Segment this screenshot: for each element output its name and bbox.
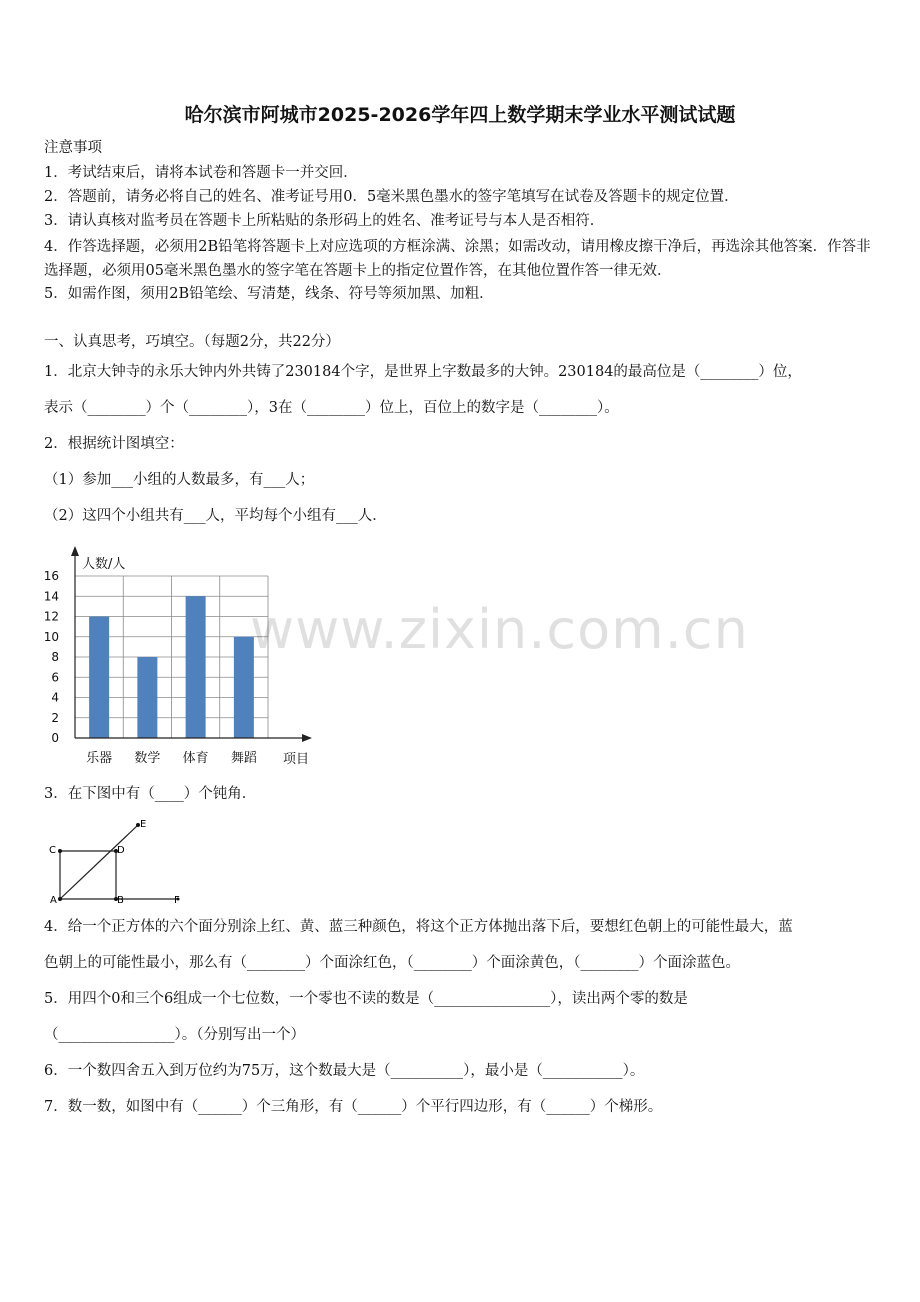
label-C: C	[49, 845, 56, 856]
notice-item-1: 1．考试结束后，请将本试卷和答题卡一并交回．	[44, 165, 358, 181]
question-1-line-2: 表示（________）个（________），3在（________）位上，百位上的数字是（________）。	[44, 400, 619, 416]
x-tick-乐器: 乐器	[86, 751, 113, 766]
question-2-sub-2: （2）这四个小组共有___人，平均每个小组有___人．	[44, 508, 387, 524]
y-tick-12: 12	[43, 609, 59, 624]
watermark-text: www.zixin.com.cn	[250, 598, 749, 661]
y-tick-2: 2	[51, 710, 59, 725]
question-4-line-1: 4．给一个正方体的六个面分别涂上红、黄、蓝三种颜色，将这个正方体抛出落下后，要想红色朝上的可能性最大，蓝	[44, 919, 793, 935]
notice-item-5: 5．如需作图，须用2B铅笔绘、写清楚，线条、符号等须加黑、加粗．	[44, 286, 494, 302]
point-A	[58, 897, 62, 901]
label-A: A	[50, 895, 57, 906]
label-B: B	[117, 895, 124, 906]
question-4-line-2: 色朝上的可能性最小，那么有（________）个面涂红色，（________）个面涂黄色，（________）个面涂蓝色。	[44, 955, 740, 971]
y-tick-8: 8	[51, 650, 59, 664]
question-2-stem: 2．根据统计图填空：	[44, 436, 184, 452]
line-AE	[60, 825, 138, 899]
question-5-line-2: （________________）。（分别写出一个）	[44, 1027, 305, 1043]
label-D: D	[117, 845, 125, 856]
page-title: 哈尔滨市阿城市2025-2026学年四上数学期末学业水平测试试题	[184, 104, 736, 126]
question-2-sub-1: （1）参加___小组的人数最多，有___人；	[44, 472, 315, 488]
y-tick-6: 6	[51, 670, 59, 685]
notice-item-3: 3．请认真核对监考员在答题卡上所粘贴的条形码上的姓名、准考证号与本人是否相符．	[44, 213, 605, 229]
x-tick-数学: 数学	[134, 751, 161, 766]
bar-数学	[137, 657, 157, 738]
chart-x-axis-label: 项目	[283, 752, 310, 767]
bar-乐器	[89, 617, 109, 739]
bar-体育	[186, 596, 206, 738]
question-3-stem: 3．在下图中有（____）个钝角．	[44, 786, 257, 802]
point-C	[58, 849, 62, 853]
chart-tick-labels	[44, 569, 59, 745]
y-axis-arrow	[71, 546, 79, 556]
y-tick-0: 0	[51, 731, 59, 745]
label-E: E	[140, 819, 147, 830]
y-tick-10: 10	[43, 629, 59, 644]
question-6: 6．一个数四舍五入到万位约为75万，这个数最大是（__________），最小是（___________）。	[44, 1063, 645, 1079]
question-5-line-1: 5．用四个0和三个6组成一个七位数，一个零也不读的数是（________________），读出两个零的数是	[44, 991, 688, 1007]
notice-item-4: 4．作答选择题，必须用2B铅笔将答题卡上对应选项的方框涂满、涂黑；如需改动，请用橡皮擦干净后，再选涂其他答案．作答非选择题，必须用05毫米黑色墨水的签字笔在答题卡上的指定位置作答，在其他位置作答一律无效．	[44, 239, 871, 279]
question-1-line-1: 1．北京大钟寺的永乐大钟内外共铸了230184个字，是世界上字数最多的大钟。230184的最高位是（________）位，	[44, 364, 802, 380]
chart-category-labels	[86, 750, 257, 766]
x-tick-体育: 体育	[182, 751, 209, 766]
angle-figure	[40, 812, 200, 908]
notice-item-2: 2．答题前，请务必将自己的姓名、准考证号用0．5毫米黑色墨水的签字笔填写在试卷及答题卡的规定位置．	[44, 189, 739, 205]
notice-heading: 注意事项	[44, 140, 102, 156]
chart-y-axis-label: 人数/人	[82, 557, 126, 572]
section-heading: 一、认真思考，巧填空。（每题2分，共22分）	[44, 334, 340, 350]
y-tick-14: 14	[43, 589, 59, 604]
x-tick-舞蹈: 舞蹈	[230, 751, 257, 766]
y-tick-4: 4	[51, 690, 59, 705]
x-axis-arrow	[302, 734, 312, 742]
question-7: 7．数一数，如图中有（______）个三角形，有（______）个平行四边形，有（______）个梯形。	[44, 1099, 663, 1115]
label-F: F	[174, 895, 180, 906]
y-tick-16: 16	[43, 569, 59, 583]
